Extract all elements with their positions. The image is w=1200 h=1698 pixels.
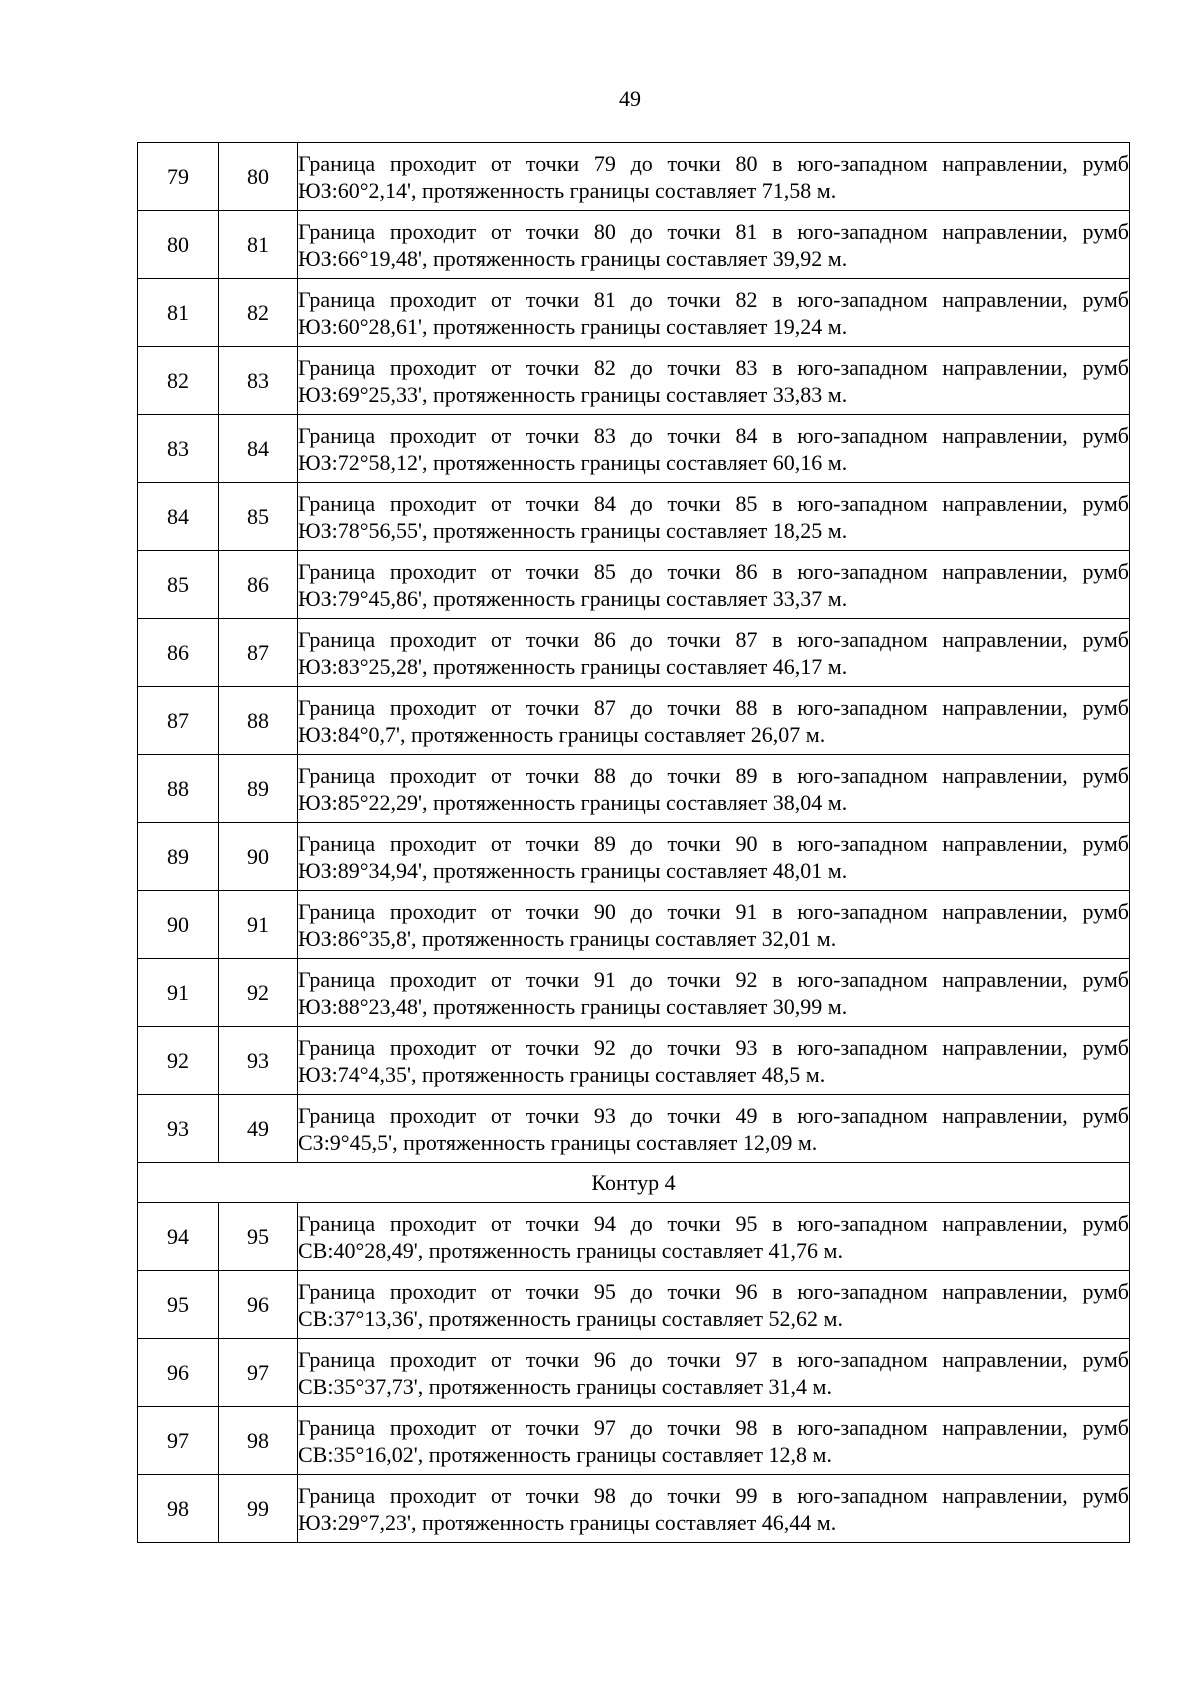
table-row xyxy=(138,1339,1130,1407)
point-from: 95 xyxy=(138,1271,219,1339)
description-line-2: ЮЗ:79°45,86', протяженность границы составляет 33,37 м. xyxy=(298,585,848,611)
point-from: 96 xyxy=(138,1339,219,1407)
description-line-1: Граница проходит от точки 88 до точки 89 в юго-западном направлении, румб xyxy=(298,762,1129,788)
point-to: 80 xyxy=(219,143,298,211)
description-line-2: СЗ:9°45,5', протяженность границы составляет 12,09 м. xyxy=(298,1129,818,1155)
boundary-description xyxy=(298,1095,1130,1163)
description-line-2: ЮЗ:66°19,48', протяженность границы составляет 39,92 м. xyxy=(298,245,848,271)
point-to: 86 xyxy=(219,551,298,619)
table-row xyxy=(138,823,1130,891)
description-line-1: Граница проходит от точки 90 до точки 91 в юго-западном направлении, румб xyxy=(298,898,1129,924)
description-line-1: Граница проходит от точки 91 до точки 92 в юго-западном направлении, румб xyxy=(298,966,1129,992)
point-from: 98 xyxy=(138,1475,219,1543)
description-line-2: ЮЗ:85°22,29', протяженность границы составляет 38,04 м. xyxy=(298,789,848,815)
point-from: 92 xyxy=(138,1027,219,1095)
description-line-1: Граница проходит от точки 79 до точки 80 в юго-западном направлении, румб xyxy=(298,150,1129,176)
point-to: 92 xyxy=(219,959,298,1027)
point-to: 87 xyxy=(219,619,298,687)
point-to: 84 xyxy=(219,415,298,483)
table-row xyxy=(138,891,1130,959)
section-label: Контур 4 xyxy=(138,1163,1130,1203)
boundary-description xyxy=(298,687,1130,755)
description-line-1: Граница проходит от точки 82 до точки 83 в юго-западном направлении, румб xyxy=(298,354,1129,380)
point-from: 83 xyxy=(138,415,219,483)
table-row xyxy=(138,1271,1130,1339)
boundary-table-body-contour-4 xyxy=(138,1203,1130,1543)
boundary-description xyxy=(298,1407,1130,1475)
description-line-2: СВ:37°13,36', протяженность границы составляет 52,62 м. xyxy=(298,1305,843,1331)
point-from: 88 xyxy=(138,755,219,823)
boundary-description xyxy=(298,483,1130,551)
point-to: 49 xyxy=(219,1095,298,1163)
description-line-1: Граница проходит от точки 85 до точки 86 в юго-западном направлении, румб xyxy=(298,558,1129,584)
table-row xyxy=(138,1027,1130,1095)
table-row xyxy=(138,211,1130,279)
boundary-description xyxy=(298,279,1130,347)
page-number: 49 xyxy=(619,86,641,111)
description-line-1: Граница проходит от точки 98 до точки 99 в юго-западном направлении, румб xyxy=(298,1482,1129,1508)
description-line-1: Граница проходит от точки 86 до точки 87 в юго-западном направлении, румб xyxy=(298,626,1129,652)
point-to: 85 xyxy=(219,483,298,551)
boundary-description xyxy=(298,959,1130,1027)
table-row xyxy=(138,959,1130,1027)
point-from: 79 xyxy=(138,143,219,211)
boundary-description xyxy=(298,415,1130,483)
boundary-description xyxy=(298,823,1130,891)
boundary-description xyxy=(298,1271,1130,1339)
description-line-2: ЮЗ:74°4,35', протяженность границы составляет 48,5 м. xyxy=(298,1061,826,1087)
boundary-description xyxy=(298,755,1130,823)
point-from: 84 xyxy=(138,483,219,551)
point-from: 82 xyxy=(138,347,219,415)
table-row xyxy=(138,619,1130,687)
description-line-1: Граница проходит от точки 92 до точки 93 в юго-западном направлении, румб xyxy=(298,1034,1129,1060)
point-to: 90 xyxy=(219,823,298,891)
description-line-1: Граница проходит от точки 95 до точки 96 в юго-западном направлении, румб xyxy=(298,1278,1129,1304)
boundary-description xyxy=(298,1027,1130,1095)
point-to: 81 xyxy=(219,211,298,279)
description-line-1: Граница проходит от точки 87 до точки 88 в юго-западном направлении, румб xyxy=(298,694,1129,720)
point-to: 99 xyxy=(219,1475,298,1543)
description-line-2: ЮЗ:60°28,61', протяженность границы составляет 19,24 м. xyxy=(298,313,848,339)
description-line-1: Граница проходит от точки 93 до точки 49 в юго-западном направлении, румб xyxy=(298,1102,1129,1128)
point-from: 80 xyxy=(138,211,219,279)
table-row xyxy=(138,687,1130,755)
description-line-2: ЮЗ:60°2,14', протяженность границы составляет 71,58 м. xyxy=(298,177,837,203)
point-from: 90 xyxy=(138,891,219,959)
description-line-2: ЮЗ:72°58,12', протяженность границы составляет 60,16 м. xyxy=(298,449,848,475)
point-from: 85 xyxy=(138,551,219,619)
section-body xyxy=(138,1163,1130,1203)
description-line-1: Граница проходит от точки 96 до точки 97 в юго-западном направлении, румб xyxy=(298,1346,1129,1372)
point-from: 97 xyxy=(138,1407,219,1475)
boundary-description xyxy=(298,1339,1130,1407)
boundary-description xyxy=(298,891,1130,959)
boundary-description xyxy=(298,551,1130,619)
description-line-1: Граница проходит от точки 81 до точки 82 в юго-западном направлении, румб xyxy=(298,286,1129,312)
description-line-2: СВ:40°28,49', протяженность границы составляет 41,76 м. xyxy=(298,1237,843,1263)
table-row xyxy=(138,755,1130,823)
description-line-1: Граница проходит от точки 94 до точки 95 в юго-западном направлении, румб xyxy=(298,1210,1129,1236)
boundary-description xyxy=(298,347,1130,415)
point-to: 93 xyxy=(219,1027,298,1095)
description-line-1: Граница проходит от точки 80 до точки 81 в юго-западном направлении, румб xyxy=(298,218,1129,244)
point-to: 98 xyxy=(219,1407,298,1475)
description-line-2: ЮЗ:83°25,28', протяженность границы составляет 46,17 м. xyxy=(298,653,848,679)
table-row xyxy=(138,1203,1130,1271)
table-row xyxy=(138,1475,1130,1543)
table-row xyxy=(138,551,1130,619)
point-to: 97 xyxy=(219,1339,298,1407)
boundary-table-body xyxy=(138,143,1130,1163)
description-line-2: ЮЗ:84°0,7', протяженность границы составляет 26,07 м. xyxy=(298,721,826,747)
table-row xyxy=(138,143,1130,211)
description-line-2: ЮЗ:78°56,55', протяженность границы составляет 18,25 м. xyxy=(298,517,848,543)
description-line-2: ЮЗ:69°25,33', протяженность границы составляет 33,83 м. xyxy=(298,381,848,407)
point-from: 93 xyxy=(138,1095,219,1163)
point-to: 95 xyxy=(219,1203,298,1271)
table-row xyxy=(138,347,1130,415)
point-from: 89 xyxy=(138,823,219,891)
point-to: 88 xyxy=(219,687,298,755)
table-row xyxy=(138,1407,1130,1475)
point-from: 91 xyxy=(138,959,219,1027)
point-from: 87 xyxy=(138,687,219,755)
boundary-description xyxy=(298,1203,1130,1271)
boundary-description xyxy=(298,211,1130,279)
description-line-2: ЮЗ:86°35,8', протяженность границы составляет 32,01 м. xyxy=(298,925,837,951)
table-row xyxy=(138,483,1130,551)
description-line-1: Граница проходит от точки 83 до точки 84 в юго-западном направлении, румб xyxy=(298,422,1129,448)
description-line-2: ЮЗ:89°34,94', протяженность границы составляет 48,01 м. xyxy=(298,857,848,883)
table-row xyxy=(138,1095,1130,1163)
description-line-2: СВ:35°16,02', протяженность границы составляет 12,8 м. xyxy=(298,1441,832,1467)
description-line-2: ЮЗ:29°7,23', протяженность границы составляет 46,44 м. xyxy=(298,1509,837,1535)
section-row xyxy=(138,1163,1130,1203)
point-to: 83 xyxy=(219,347,298,415)
description-line-2: СВ:35°37,73', протяженность границы составляет 31,4 м. xyxy=(298,1373,832,1399)
table-row xyxy=(138,415,1130,483)
description-line-1: Граница проходит от точки 89 до точки 90 в юго-западном направлении, румб xyxy=(298,830,1129,856)
boundary-table xyxy=(137,142,1130,1543)
point-from: 81 xyxy=(138,279,219,347)
point-to: 89 xyxy=(219,755,298,823)
point-from: 94 xyxy=(138,1203,219,1271)
table-row xyxy=(138,279,1130,347)
boundary-description xyxy=(298,1475,1130,1543)
boundary-description xyxy=(298,143,1130,211)
point-from: 86 xyxy=(138,619,219,687)
point-to: 82 xyxy=(219,279,298,347)
boundary-description xyxy=(298,619,1130,687)
description-line-2: ЮЗ:88°23,48', протяженность границы составляет 30,99 м. xyxy=(298,993,848,1019)
point-to: 91 xyxy=(219,891,298,959)
description-line-1: Граница проходит от точки 84 до точки 85 в юго-западном направлении, румб xyxy=(298,490,1129,516)
description-line-1: Граница проходит от точки 97 до точки 98 в юго-западном направлении, румб xyxy=(298,1414,1129,1440)
point-to: 96 xyxy=(219,1271,298,1339)
